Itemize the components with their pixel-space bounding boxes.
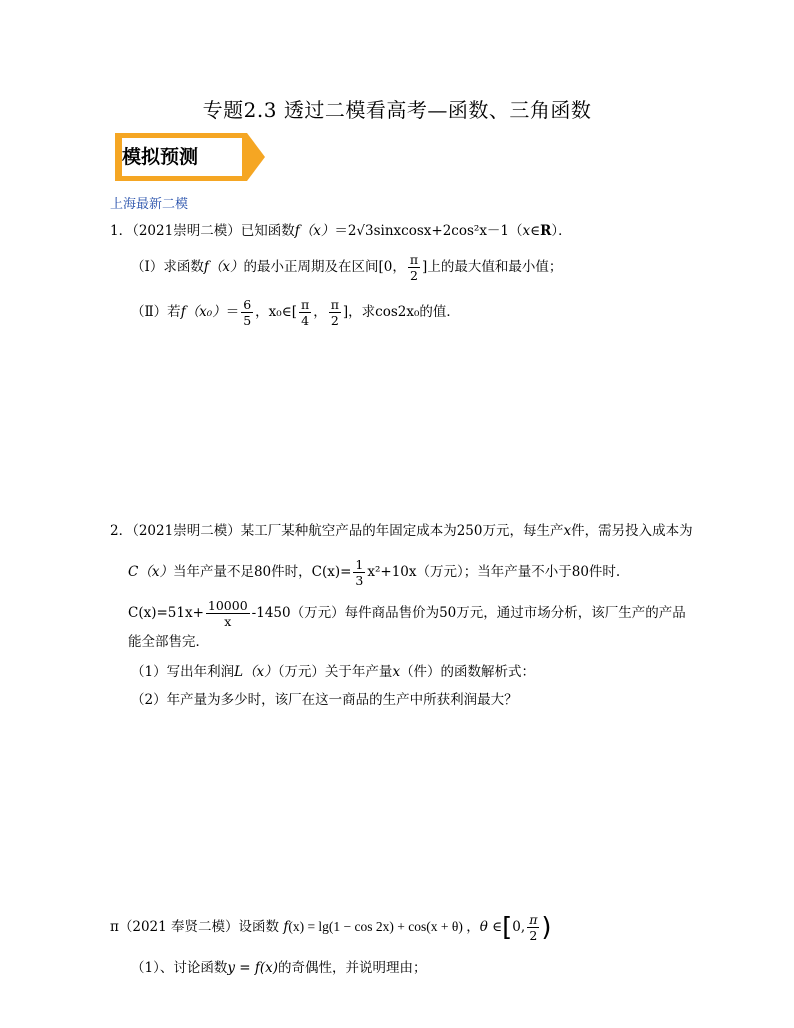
page-title: 专题2.3 透过二模看高考—函数、三角函数 [202,98,592,122]
frac-denominator: 2 [330,313,339,328]
q3-stem-text: 设函数 [238,919,280,935]
q1-p2-text-c: ，x₀∈[ [255,304,297,320]
fraction-pi-4 [299,297,311,328]
q3-part1 [131,958,427,978]
q1-p1-text-c: ]上的最大值和最小值； [422,259,563,275]
frac-numerator: 1 [355,557,364,572]
q2-line4: 能全部售完． [128,634,209,650]
q2-line2 [128,557,620,588]
frac-denominator: 2 [409,268,418,283]
frac-numerator: π [330,297,339,312]
q2-p1-c: （件）的函数解析式： [400,664,536,680]
q3-source: （2021 奉贤二模） [118,919,239,935]
fraction-pi-2 [527,912,539,943]
q1-part2 [131,297,460,328]
frac-numerator: π [300,297,310,312]
fraction-10000-x [206,598,250,629]
frac-denominator: x [224,614,232,629]
q1-source: （2021崇明二模） [132,223,241,239]
q2-p1-x: x [392,664,401,680]
q1-p2-fx: f（x₀） [180,304,226,320]
q1-part1 [131,252,562,283]
q2-line2-a: 当年产量不足80件时，C(x)= [172,564,352,580]
q1-number: 1． [110,223,133,239]
q3-number: π [110,919,119,935]
q1-formula: ＝2√3sinxcosx+2cos²x－1（ [334,223,523,239]
q1-p2-text-a: （Ⅱ）若 [131,304,181,320]
q2-line1: 某工厂某种航空产品的年固定成本为250万元，每生产 [240,523,564,539]
frac-denominator: 5 [243,313,252,328]
q1-p1-text-a: （Ⅰ）求函数 [131,259,204,275]
q1-in: ∈ [530,223,541,239]
q3-formula: (x) = lg(1 − cos 2x) + cos(x + θ) ， [288,919,480,934]
frac-denominator: 2 [529,928,538,943]
q2-p1-b: （万元）关于年产量 [277,664,393,680]
q2-number: 2． [110,523,133,539]
section-heading: 上海最新二模 [110,197,189,212]
fraction-6-5 [241,297,253,328]
q3-stem [110,912,552,943]
q1-fx: f（x） [294,223,335,239]
q2-x: x [563,523,572,539]
q2-line3 [128,598,686,629]
q2-line3-b: -1450（万元）每件商品售价为50万元，通过市场分析，该厂生产的产品 [251,605,686,621]
q3-interval-start: 0, [512,919,526,935]
q1-stem-text: 已知函数 [240,223,295,239]
q2-part2: （2）年产量为多少时，该厂在这一商品的生产中所获利润最大？ [131,692,518,708]
q3-f: f [283,919,289,935]
q1-p1-fx: f（x） [203,259,244,275]
q3-p1-b: 的奇偶性，并说明理由； [278,960,427,976]
q3-left-bracket: [ [502,912,513,943]
q2-line3-a: C(x)=51x+ [128,605,204,621]
q1-R: R [540,223,552,239]
fraction-pi-2 [329,297,341,328]
frac-denominator: 4 [301,313,310,328]
q1-x: x [522,223,531,239]
fraction-pi-2 [408,252,420,283]
q2-line2-b: x²+10x（万元）；当年产量不小于80件时. [367,564,621,580]
q2-line1-b: 件，需另投入成本为 [571,523,693,539]
frac-numerator: π [529,912,538,927]
q3-theta: θ ∈ [479,919,503,935]
q3-right-bracket: ) [541,912,552,943]
frac-numerator: 10000 [207,598,248,613]
q3-yfx: y = f(x) [227,960,279,976]
q3-p1-a: （1）、讨论函数 [131,960,228,976]
q2-Lx: L（x） [234,664,278,680]
frac-denominator: 3 [355,573,364,588]
q1-p2-comma: ， [313,304,327,320]
fraction-1-3 [353,557,365,588]
q2-source: （2021崇明二模） [132,523,241,539]
q1-p2-text-e: ]，求cos2x₀的值． [342,304,460,320]
q2-stem [110,521,693,541]
banner-label: 模拟预测 [122,146,199,168]
q1-p1-text-b: 的最小正周期及在区间[0， [243,259,406,275]
q2-Cx: C（x） [128,564,173,580]
q1-end: ）． [551,223,572,239]
frac-numerator: π [409,252,419,267]
frac-numerator: 6 [243,297,252,312]
q1-stem [110,221,572,241]
q2-p1-a: （1）写出年利润 [131,664,235,680]
q1-p2-eq: ＝ [225,304,240,320]
q2-part1 [131,662,535,682]
